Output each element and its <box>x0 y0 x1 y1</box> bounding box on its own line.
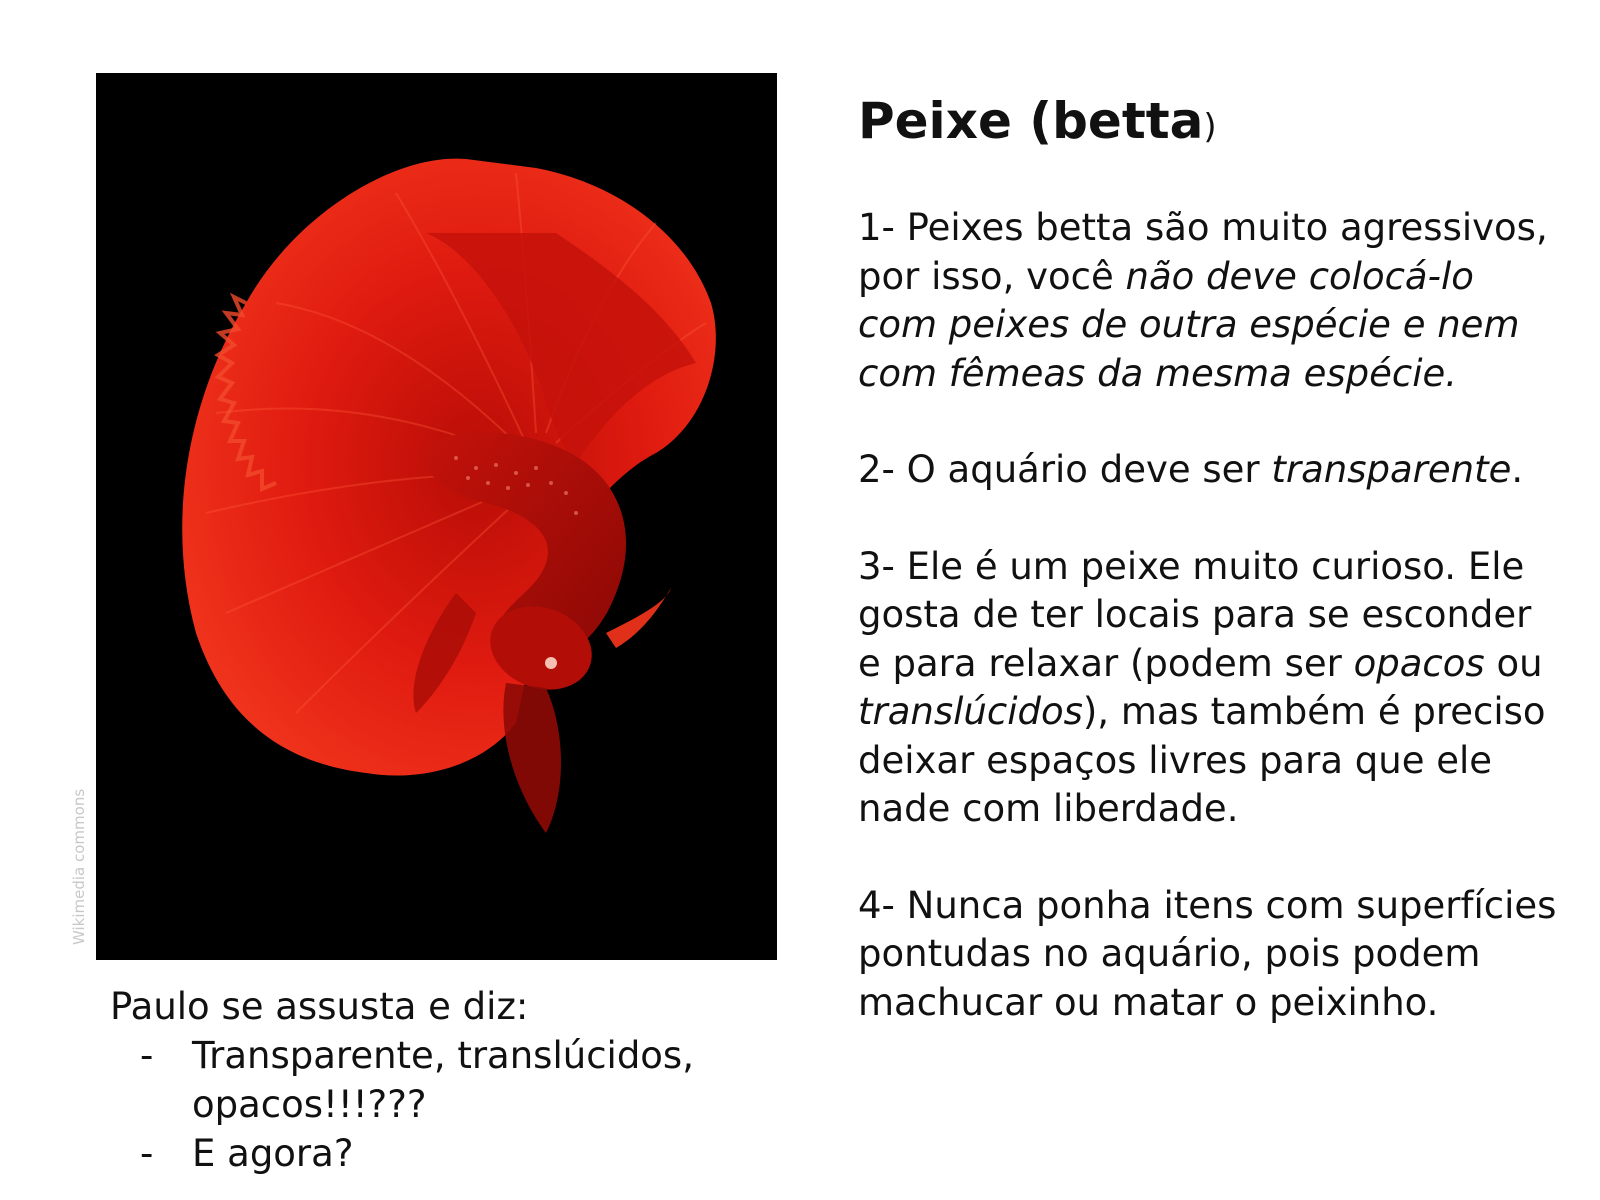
rule-text: ), mas também é preciso deixar espaços livres para que ele nade com liberdade. <box>858 690 1546 830</box>
caption-item <box>110 1031 750 1129</box>
content <box>858 88 1558 1075</box>
caption-intro: Paulo se assusta e diz: <box>110 985 529 1028</box>
rule-2 <box>858 446 1558 495</box>
rule-emphasis: não deve colocá-lo com peixes de outra espécie e nem com fêmeas da mesma espécie. <box>858 254 1520 395</box>
caption-item-text: E agora? <box>192 1132 354 1175</box>
list-dash: - <box>140 1034 154 1077</box>
rule-text: 1- Peixes betta são muito agressivos, por isso, você <box>858 206 1548 298</box>
caption-list <box>110 1031 750 1178</box>
caption-item <box>110 1129 750 1178</box>
rule-text: 3- Ele é um peixe muito curioso. Ele gosta de ter locais para se esconder e para relaxar (podem ser <box>858 544 1532 685</box>
page-title <box>858 88 1558 160</box>
rule-emphasis: transparente <box>1271 448 1512 491</box>
list-dash: - <box>140 1132 154 1175</box>
rule-4 <box>858 882 1558 1028</box>
betta-fish-illustration <box>96 73 777 960</box>
rule-3 <box>858 543 1558 834</box>
rule-text: . <box>1511 448 1524 491</box>
betta-fish-photo <box>96 73 777 960</box>
rule-text: 4- Nunca ponha itens com superfícies pontudas no aquário, pois podem machucar ou matar o peixinho. <box>858 883 1557 1024</box>
image-credit: Wikimedia commons <box>70 788 88 945</box>
title-close-paren: ) <box>1203 107 1217 147</box>
caption <box>110 982 750 1178</box>
rule-1 <box>858 204 1558 398</box>
rule-text: ou <box>1484 641 1543 685</box>
rule-emphasis: opacos <box>1353 641 1485 685</box>
rule-text: 2- O aquário deve ser <box>858 448 1272 491</box>
rule-emphasis: translúcidos <box>858 690 1083 733</box>
caption-item-text: Transparente, translúcidos, opacos!!!??? <box>192 1034 694 1126</box>
title-main: Peixe (betta <box>858 92 1204 150</box>
